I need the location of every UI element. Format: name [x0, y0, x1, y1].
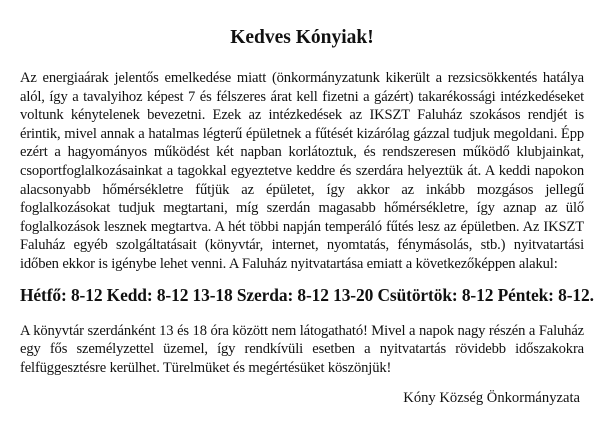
signature: Kóny Község Önkormányzata	[403, 390, 580, 407]
page-title: Kedves Kónyiak!	[230, 27, 374, 48]
intro-paragraph: Az energiaárak jelentős emelkedése miatt (önkormányzatunk kikerült a rezsicsökkentés hatálya alól, így a tavalyihoz képest 7 és félszeres árat kell fizetni a gázért) takarékossági intézkedéseket voltunk kénytelenek bevezetni. Ezek az intézkedések az IKSZT Faluház szokásos rendjét is érintik, mivel annak a hatalmas légterű épületnek a fűtését kizárólag gázzal tudjuk megoldani. Épp ezért a hagyományos működést két napban korlátoztuk, és rendszeresen működő klubjainkat, csoportfoglalkozásainkat a tagokkal egyeztetve keddre és szerdára helyeztük át. A keddi napokon alacsonyabb hőmérsékletre fűtjük az épületet, így akkor az inkább mozgásos jellegű foglalkozásokat tudjuk megtartani, míg szerdán magasabb hőmérsékletre, így aznap az ülő foglalkozások lesznek megtartva. A hét többi napján temperáló fűtés lesz az épületben. Az IKSZT Faluház egyéb szolgáltatásait (könyvtár, internet, nyomtatás, fénymásolás, stb.) nyitvatartási időben ekkor is igénybe lehet venni. A Faluház nyitvatartása emiatt a következőképpen alakul:	[20, 70, 584, 272]
opening-hours: Hétfő: 8-12 Kedd: 8-12 13-18 Szerda: 8-12 13-20 Csütörtök: 8-12 Péntek: 8-12.	[20, 284, 594, 305]
library-notice-paragraph: A könyvtár szerdánként 13 és 18 óra között nem látogatható! Mivel a napok nagy részén a Faluház egy fős személyzettel üzemel, így rendkívüli esetben a nyitvatartás rövidebb időszakokra felfüggesztésre kerülhet. Türelmüket és megértésüket köszönjük!	[20, 322, 584, 376]
